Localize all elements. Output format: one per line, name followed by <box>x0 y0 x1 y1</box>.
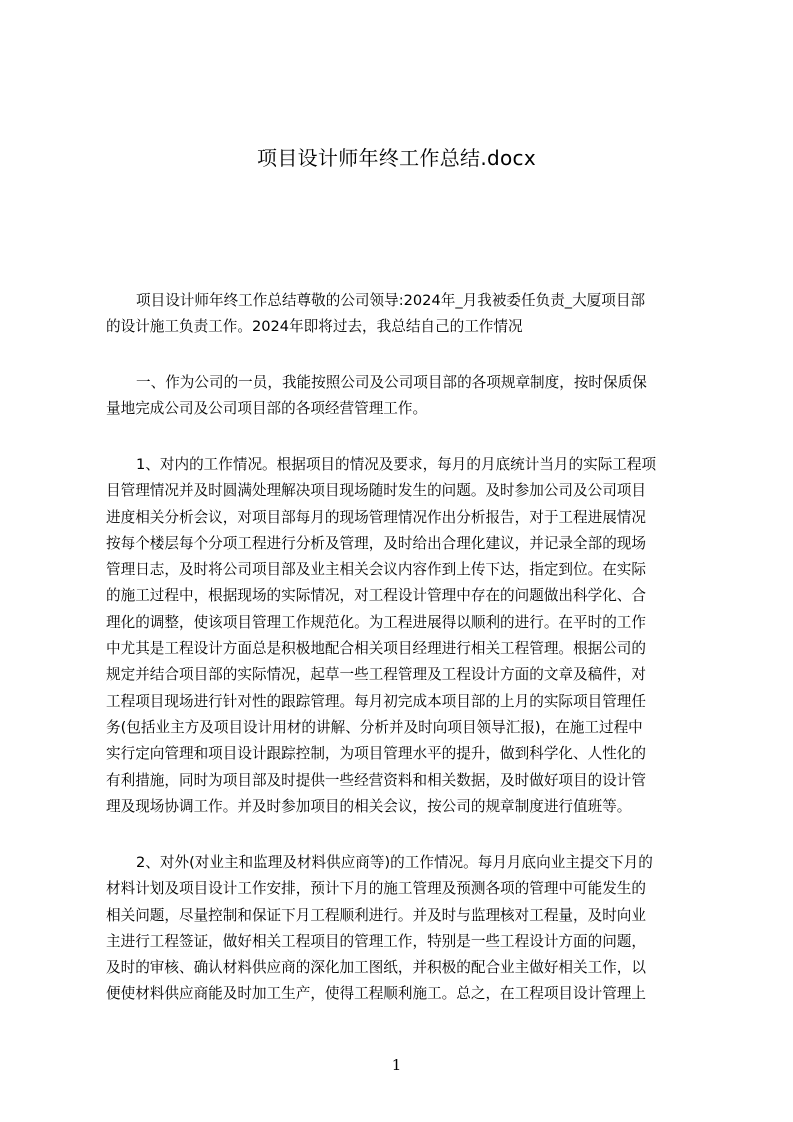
paragraph-line: 规定并结合项目部的实际情况，起草一些工程管理及工程设计方面的文章及稿件，对 <box>106 666 646 684</box>
paragraph-line: 工程项目现场进行针对性的跟踪管理。每月初完成本项目部的上月的实际项目管理任 <box>106 692 646 710</box>
paragraph-line: 中尤其是工程设计方面总是积极地配合相关项目经理进行相关工程管理。根据公司的 <box>106 640 646 658</box>
paragraph-line: 理及现场协调工作。并及时参加项目的相关会议，按公司的规章制度进行值班等。 <box>106 797 632 815</box>
paragraph-line: 及时的审核、确认材料供应商的深化加工图纸，并积极的配合业主做好相关工作，以 <box>106 959 646 977</box>
paragraph-intro <box>106 288 706 341</box>
paragraph-line: 量地完成公司及公司项目部的各项经营管理工作。 <box>106 400 428 418</box>
paragraph-line: 相关问题，尽量控制和保证下月工程顺利进行。并及时与监理核对工程量，及时向业 <box>106 906 646 924</box>
paragraph-line: 一、作为公司的一员，我能按照公司及公司项目部的各项规章制度，按时保质保 <box>136 374 647 391</box>
paragraph-line: 理化的调整，使该项目管理工作规范化。为工程进展得以顺利的进行。在平时的工作 <box>106 613 646 631</box>
paragraph-line: 有利措施，同时为项目部及时提供一些经营资料和相关数据，及时做好项目的设计管 <box>106 771 646 789</box>
paragraph-external-work <box>106 850 706 1008</box>
paragraph-line: 便使材料供应商能及时加工生产，使得工程顺利施工。总之，在工程项目设计管理上 <box>106 985 646 1003</box>
paragraph-line: 务(包括业主方及项目设计用材的讲解、分析并及时向项目领导汇报)，在施工过程中 <box>106 718 643 736</box>
paragraph-line: 主进行工程签证，做好相关工程项目的管理工作，特别是一些工程设计方面的问题， <box>106 932 646 950</box>
paragraph-line: 材料计划及项目设计工作安排，预计下月的施工管理及预测各项的管理中可能发生的 <box>106 880 646 898</box>
paragraph-internal-work <box>106 452 706 820</box>
paragraph-line: 2、对外(对业主和监理及材料供应商等)的工作情况。每月月底向业主提交下月的 <box>136 854 653 871</box>
paragraph-section-one <box>106 370 706 423</box>
paragraph-line: 的设计施工负责工作。2024年即将过去，我总结自己的工作情况 <box>106 318 523 336</box>
paragraph-line: 1、对内的工作情况。根据项目的情况及要求，每月的月底统计当月的实际工程项 <box>136 456 657 473</box>
paragraph-line: 实行定向管理和项目设计跟踪控制，为项目管理水平的提升，做到科学化、人性化的 <box>106 745 646 763</box>
paragraph-line: 按每个楼层每个分项工程进行分析及管理，及时给出合理化建议，并记录全部的现场 <box>106 534 646 552</box>
paragraph-line: 管理日志，及时将公司项目部及业主相关会议内容作到上传下达，指定到位。在实际 <box>106 561 646 579</box>
paragraph-line: 目管理情况并及时圆满处理解决项目现场随时发生的问题。及时参加公司及公司项目 <box>106 482 646 500</box>
page-number: 1 <box>391 1056 402 1074</box>
paragraph-line: 进度相关分析会议，对项目部每月的现场管理情况作出分析报告，对于工程进展情况 <box>106 508 646 526</box>
document-title: 项目设计师年终工作总结.docx <box>257 146 536 170</box>
paragraph-line: 的施工过程中，根据现场的实际情况，对工程设计管理中存在的问题做出科学化、合 <box>106 587 646 605</box>
paragraph-line: 项目设计师年终工作总结尊敬的公司领导:2024年_月我被委任负责_大厦项目部 <box>136 292 646 309</box>
